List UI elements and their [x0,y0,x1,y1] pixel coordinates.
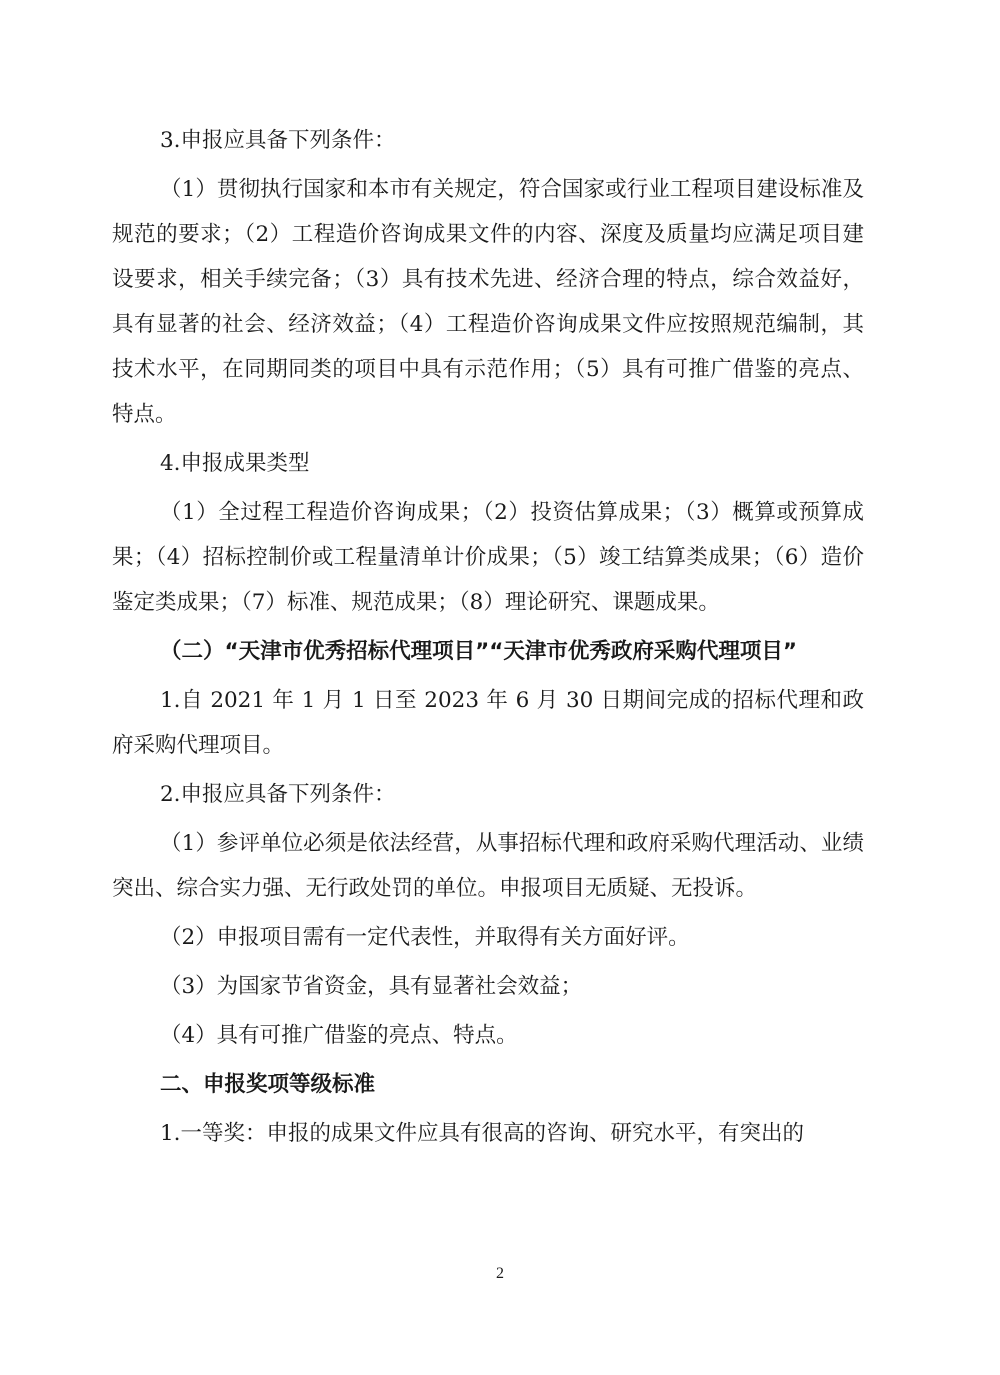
page-number: 2 [496,1265,504,1282]
paragraph-condition-1: （1）参评单位必须是依法经营，从事招标代理和政府采购代理活动、业绩突出、综合实力强、无行政处罚的单位。申报项目无质疑、无投诉。 [112,831,864,901]
paragraph-conditions-heading-2: 2.申报应具备下列条件： [160,782,396,807]
document-body [112,118,864,1160]
paragraph-first-prize: 1.一等奖：申报的成果文件应具有很高的咨询、研究水平，有突出的 [160,1121,805,1146]
section-heading-award-levels: 二、申报奖项等级标准 [160,1072,376,1097]
paragraph-result-types-list: （1）全过程工程造价咨询成果；（2）投资估算成果；（3）概算或预算成果；（4）招标控制价或工程量清单计价成果；（5）竣工结算类成果；（6）造价鉴定类成果；（7）标准、规范成果；（8）理论研究、课题成果。 [112,500,864,615]
paragraph-conditions-list: （1）贯彻执行国家和本市有关规定，符合国家或行业工程项目建设标准及规范的要求；（2）工程造价咨询成果文件的内容、深度及质量均应满足项目建设要求，相关手续完备；（3）具有技术先进、经济合理的特点，综合效益好，具有显著的社会、经济效益；（4）工程造价咨询成果文件应按照规范编制，其技术水平，在同期同类的项目中具有示范作用；（5）具有可推广借鉴的亮点、特点。 [112,177,864,427]
section-heading-bidding-agency: （二）“天津市优秀招标代理项目”“天津市优秀政府采购代理项目” [160,639,798,664]
paragraph-condition-2: （2）申报项目需有一定代表性，并取得有关方面好评。 [160,925,690,950]
paragraph-period: 1.自 2021 年 1 月 1 日至 2023 年 6 月 30 日期间完成的招标代理和政府采购代理项目。 [112,688,864,758]
paragraph-condition-3: （3）为国家节省资金，具有显著社会效益； [160,974,583,999]
paragraph-conditions-heading: 3.申报应具备下列条件： [160,128,396,153]
paragraph-condition-4: （4）具有可推广借鉴的亮点、特点。 [160,1023,518,1048]
paragraph-result-types-heading: 4.申报成果类型 [160,451,310,476]
